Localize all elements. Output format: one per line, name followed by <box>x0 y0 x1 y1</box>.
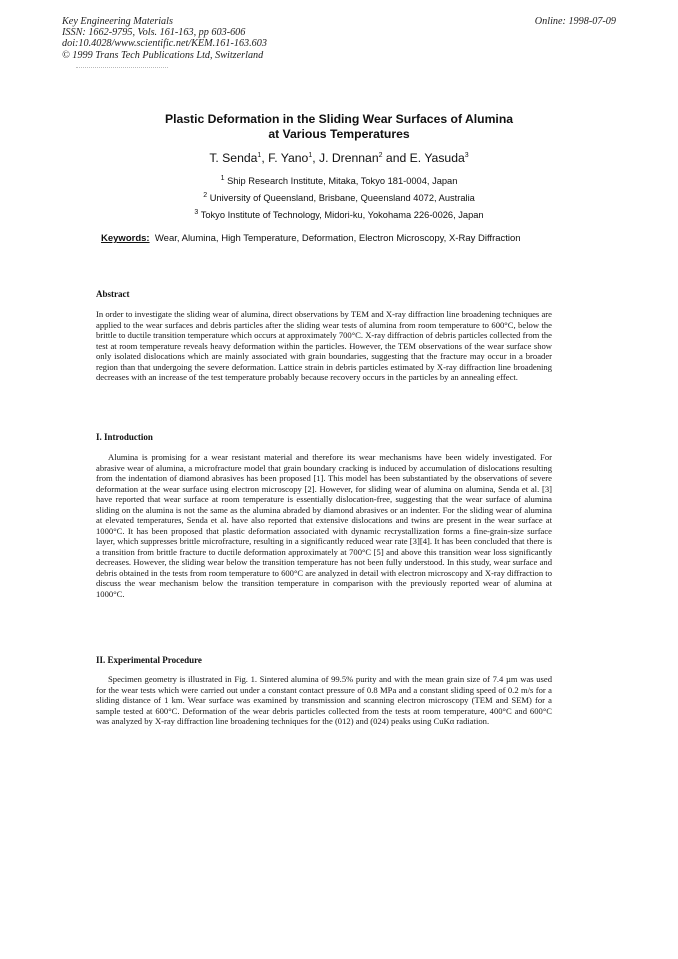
author-name: J. Drennan <box>319 151 379 165</box>
abstract-heading: Abstract <box>96 289 130 299</box>
journal-copyright: © 1999 Trans Tech Publications Ltd, Switzerland <box>62 49 264 61</box>
author-affiliation-mark: 3 <box>464 151 469 159</box>
journal-doi: doi:10.4028/www.scientific.net/KEM.161-163.603 <box>62 38 267 50</box>
introduction-text: Alumina is promising for a wear resistant material and therefore its wear mechanisms have been widely investigated. For abrasive wear of alumina, a microfracture model that grain boundary cracking is induced by accumulation of dislocations resulting from the indentation of diamond abrasives has been proposed [1]. This model has been substantiated by the observations of severe deformation at the wear surface using electron microscopy [2]. However, for sliding wear of alumina on alumina, Senda et al. [3] have reported that wear surface at room temperature is essentially dislocation-free, suggesting that the wear surface of alumina sliding on the alumina is not the same as the alumina abraded by diamond abrasives or an indenter. For the sliding wear of alumina at elevated temperatures, Senda et al. have also reported that extensive dislocations and twins are present in the wear surface at 1000°C. It has been proposed that plastic deformation associated with dynamic recrystallization forms a fine-grain-size surface layer, which suppresses brittle microfracture, resulting in a significantly reduced wear rate [3][4]. It has been concluded that there is a transition from brittle fracture to ductile deformation approximately at 700°C [5] and above this transition wear loss significantly decreases. However, the sliding wear below the transition temperature has not been fully understood. In this study, wear surface and debris obtained in the tests from room temperature to 600°C are analyzed in detail with electron microscopy and X-ray diffraction to discuss the wear mechanism below the transition temperature in comparison with the previously reported wear of alumina at 1000°C. <box>96 452 552 599</box>
affiliation-mark: 3 <box>194 208 199 216</box>
paper-title-line-2: at Various Temperatures <box>268 127 410 141</box>
author-name: T. Senda <box>209 151 258 165</box>
keywords-block <box>101 233 549 245</box>
affiliation <box>0 192 678 204</box>
keywords-text: Wear, Alumina, High Temperature, Deformation, Electron Microscopy, X-Ray Diffraction <box>154 233 521 244</box>
keywords-label: Keywords: <box>101 233 150 244</box>
author-name: E. Yasuda <box>409 151 465 165</box>
affiliation-text: Tokyo Institute of Technology, Midori-ku, Yokohama 226-0026, Japan <box>200 210 484 220</box>
author-name: F. Yano <box>268 151 309 165</box>
affiliation <box>0 209 678 221</box>
author-affiliation-mark: 1 <box>308 151 313 159</box>
author-affiliation-mark: 2 <box>378 151 383 159</box>
author-separator: , <box>312 151 319 165</box>
abstract-text: In order to investigate the sliding wear of alumina, direct observations by TEM and X-ray diffraction line broadening techniques are applied to the wear surfaces and debris particles after the sliding wear tests of alumina from room temperature to 600°C, below the brittle to ductile transition temperature which occurs at approximately 700°C. X-ray diffraction of debris particles collected from the test at room temperature reveals heavy deformation within the particles. However, the TEM observations of the wear surface show only isolated dislocations which are mainly associated with grain boundaries, suggesting that the fracture may occur in a broader region than that undergoing the severe deformation. Lattice strain in debris particles estimated by X-ray diffraction line broadening decreases with an increase of the test temperature probably because recovery occurs in the particles by an annealing effect. <box>96 309 552 382</box>
affiliation-mark: 1 <box>220 174 225 182</box>
author-separator: and <box>382 151 410 165</box>
faint-watermark-line <box>76 67 168 72</box>
author-affiliation-mark: 1 <box>257 151 262 159</box>
paper-title-line-1: Plastic Deformation in the Sliding Wear Surfaces of Alumina <box>164 112 514 126</box>
author-list <box>0 151 678 166</box>
author-separator: , <box>261 151 269 165</box>
journal-name: Key Engineering Materials <box>62 16 173 27</box>
journal-header <box>62 16 267 61</box>
online-date: Online: 1998-07-09 <box>534 16 616 27</box>
affiliation-mark: 2 <box>203 191 208 199</box>
experimental-text: Specimen geometry is illustrated in Fig. 1. Sintered alumina of 99.5% purity and with the mean grain size of 7.4 µm was used for the wear tests which were carried out under a constant contact pressure of 0.8 MPa and a constant sliding speed of 0.2 m/s for a sliding distance of 1 km. Wear surface was examined by transmission and scanning electron microscopy (TEM and SEM) for a sample tested at 600°C. Deformation of the wear debris particles collected from the tests at room temperature, 400°C and 600°C was analyzed by X-ray diffraction line broadening techniques for the (012) and (024) peaks using CuKα radiation. <box>96 674 552 726</box>
affiliation-text: Ship Research Institute, Mitaka, Tokyo 181-0004, Japan <box>227 176 458 186</box>
experimental-heading: II. Experimental Procedure <box>96 655 202 665</box>
affiliation-text: University of Queensland, Brisbane, Queensland 4072, Australia <box>209 193 475 203</box>
journal-issn: ISSN: 1662-9795, Vols. 161-163, pp 603-606 <box>62 27 246 39</box>
affiliation <box>0 175 678 187</box>
introduction-heading: I. Introduction <box>96 432 153 442</box>
